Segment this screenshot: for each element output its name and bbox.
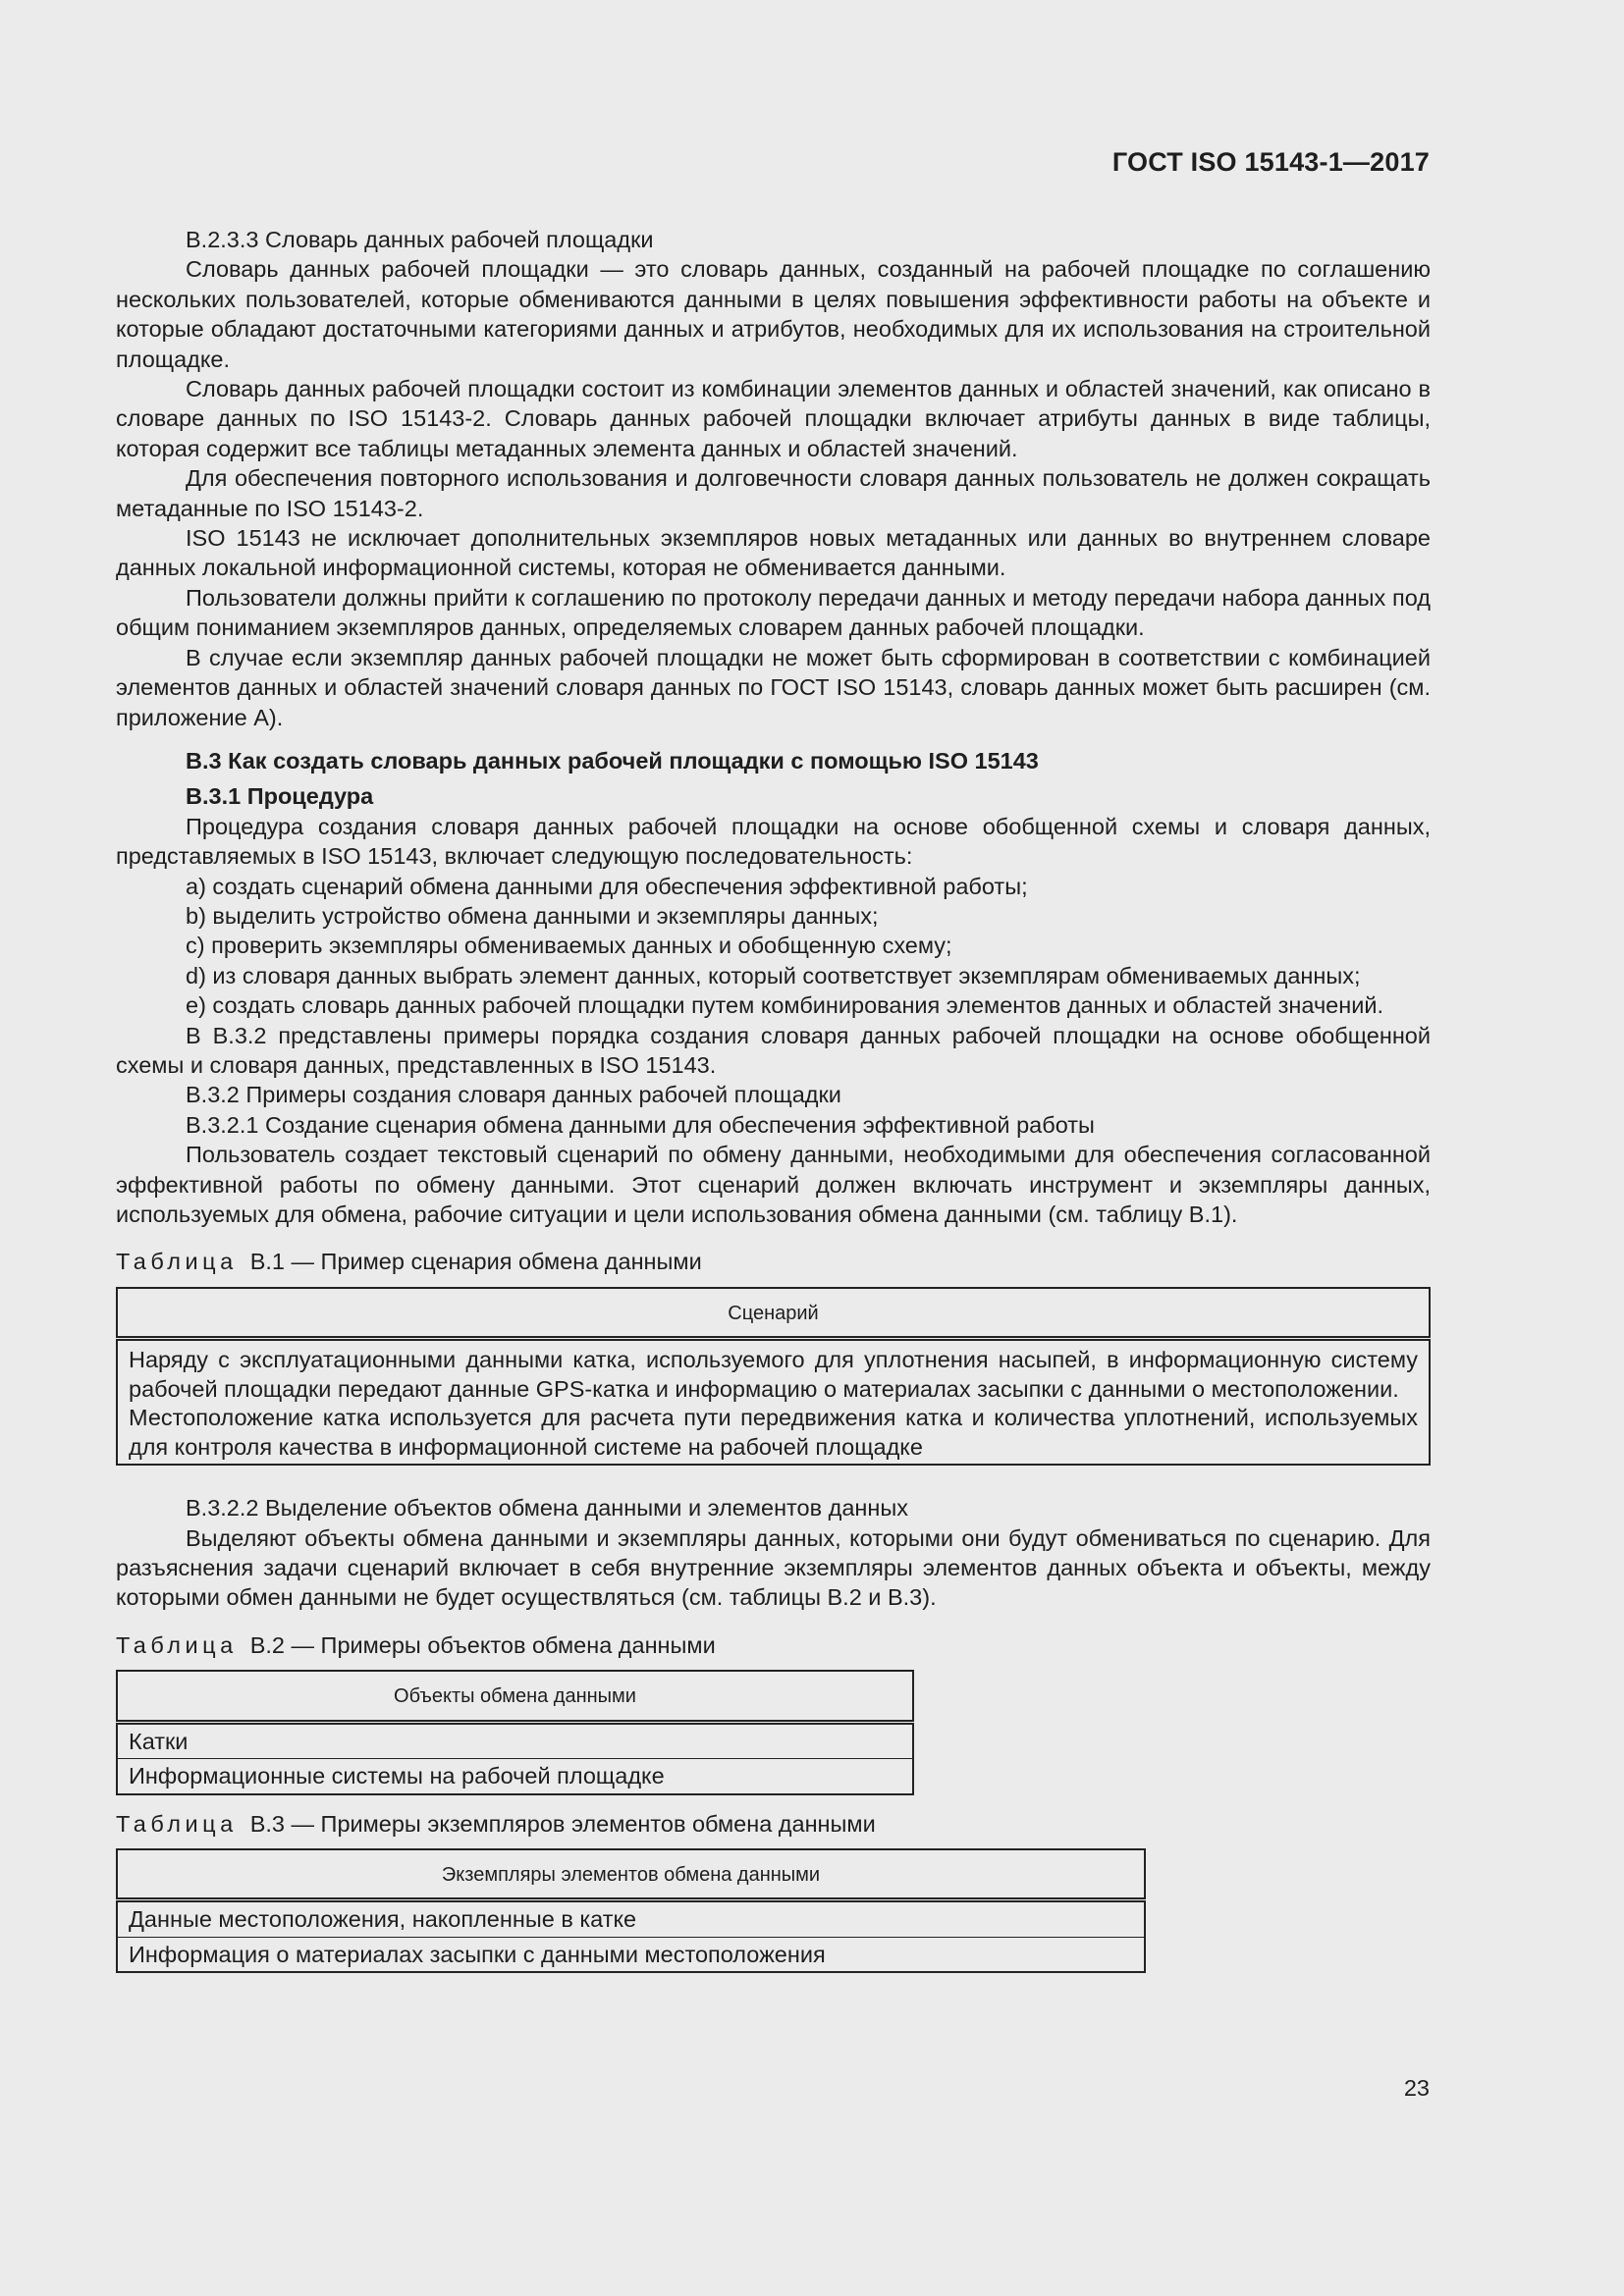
- table-cell-paragraph: Наряду с эксплуатационными данными катка, используемого для уплотнения насыпей, в информационную систему рабочей площадки передают данные GPS-катка и информацию о материалах засыпки с данными о местоположении.: [129, 1347, 1418, 1402]
- section-b32-title: B.3.2 Примеры создания словаря данных рабочей площадки: [186, 1082, 841, 1108]
- paragraph: Словарь данных рабочей площадки состоит из комбинации элементов данных и областей значений, как описано в словаре данных по ISO 15143-2. Словарь данных рабочей площадки включает атрибуты данных в виде таблицы, которая содержит все таблицы метаданных элемента данных и областей значений.: [116, 376, 1431, 461]
- section-b321-title: B.3.2.1 Создание сценария обмена данными для обеспечения эффективной работы: [186, 1111, 1095, 1138]
- list-item: e) создать словарь данных рабочей площадки путем комбинирования элементов данных и областей значений.: [186, 992, 1384, 1019]
- table-caption-text: B.3 — Примеры экземпляров элементов обмена данными: [249, 1810, 876, 1837]
- table-row: [117, 1339, 1430, 1466]
- table-caption-text: B.1 — Пример сценария обмена данными: [249, 1249, 702, 1275]
- page-number: 23: [1403, 2075, 1430, 2101]
- paragraph: Процедура создания словаря данных рабочей площадки на основе обобщенной схемы и словаря данных, представляемых в ISO 15143, включает следующую последовательность:: [116, 813, 1431, 870]
- table-b3: [116, 1848, 1146, 1973]
- table-b2-caption: [116, 1630, 1431, 1660]
- table-row: [117, 1722, 913, 1759]
- table-caption-text: B.2 — Примеры объектов обмена данными: [249, 1631, 716, 1658]
- paragraph: В B.3.2 представлены примеры порядка создания словаря данных рабочей площадки на основе обобщенной схемы и словаря данных, представленных в ISO 15143.: [116, 1022, 1431, 1078]
- table-b2: [116, 1670, 914, 1794]
- paragraph: Пользователи должны прийти к соглашению по протоколу передачи данных и методу передачи набора данных под общим пониманием экземпляров данных, определяемых словарем данных рабочей площадки.: [116, 584, 1431, 641]
- table-caption-word: Таблица: [116, 1631, 238, 1658]
- section-b31-heading: B.3.1 Процедура: [186, 783, 374, 810]
- table-cell: Данные местоположения, накопленные в катке: [129, 1906, 637, 1933]
- table-header-cell: Экземпляры элементов обмена данными: [117, 1849, 1145, 1900]
- table-cell: [117, 1339, 1430, 1466]
- paragraph: Для обеспечения повторного использования и долговечности словаря данных пользователь не должен сокращать метаданные по ISO 15143-2.: [116, 465, 1431, 521]
- paragraph: ISO 15143 не исключает дополнительных экземпляров новых метаданных или данных во внутреннем словаре данных локальной информационной системы, которая не обменивается данными.: [116, 525, 1431, 581]
- section-b233-title: B.2.3.3 Словарь данных рабочей площадки: [186, 227, 654, 252]
- table-cell: Катки: [129, 1728, 189, 1754]
- table-header-cell: Сценарий: [117, 1288, 1430, 1339]
- table-row: [117, 1900, 1145, 1938]
- list-item: a) создать сценарий обмена данными для обеспечения эффективной работы;: [186, 873, 1028, 899]
- list-item: b) выделить устройство обмена данными и экземпляры данных;: [186, 902, 879, 929]
- table-cell: Информационные системы на рабочей площадке: [117, 1759, 913, 1794]
- table-cell-paragraph: Местоположение катка используется для расчета пути передвижения катка и количества уплотнений, используемых для контроля качества в информационной системе на рабочей площадке: [129, 1405, 1418, 1460]
- table-cell: Информация о материалах засыпки с данными местоположения: [117, 1937, 1145, 1972]
- table-header-cell: Объекты обмена данными: [117, 1671, 913, 1722]
- page-content: [116, 225, 1431, 1973]
- paragraph: Выделяют объекты обмена данными и экземпляры данных, которыми они будут обмениваться по сценарию. Для разъяснения задачи сценарий включает в себя внутренние экземпляры элементов данных объекта и объекты, между которыми обмен данными не будет осуществляться (см. таблицы B.2 и B.3).: [116, 1524, 1431, 1611]
- section-b322-title: B.3.2.2 Выделение объектов обмена данными и элементов данных: [186, 1495, 909, 1522]
- table-b1-caption: [116, 1247, 1431, 1276]
- paragraph: Пользователь создает текстовый сценарий по обмену данными, необходимыми для обеспечения согласованной эффективной работы по обмену данными. Этот сценарий должен включать инструмент и экземпляры данных, используемых для обмена, рабочие ситуации и цели использования обмена данными (см. таблицу B.1).: [116, 1142, 1431, 1227]
- section-b3-heading: B.3 Как создать словарь данных рабочей площадки с помощью ISO 15143: [186, 747, 1039, 774]
- table-caption-word: Таблица: [116, 1249, 238, 1275]
- table-row: [117, 1937, 1145, 1972]
- table-row: [117, 1759, 913, 1794]
- table-b1: [116, 1287, 1431, 1466]
- list-item: c) проверить экземпляры обмениваемых данных и обобщенную схему;: [186, 933, 952, 959]
- list-item: d) из словаря данных выбрать элемент данных, который соответствует экземплярам обмениваемых данных;: [186, 962, 1361, 988]
- document-code-header: ГОСТ ISO 15143-1—2017: [1111, 147, 1430, 177]
- table-b3-caption: [116, 1809, 1431, 1839]
- table-caption-word: Таблица: [116, 1810, 238, 1837]
- paragraph: В случае если экземпляр данных рабочей площадки не может быть сформирован в соответствии с комбинацией элементов данных и областей значений словаря данных по ГОСТ ISO 15143, словарь данных может быть расширен (см. приложение А).: [116, 644, 1431, 730]
- paragraph: Словарь данных рабочей площадки — это словарь данных, созданный на рабочей площадке по соглашению нескольких пользователей, которые обмениваются данными в целях повышения эффективности работы на объекте и которые обладают достаточными категориями данных и атрибутов, необходимых для их использования на строительной площадке.: [116, 256, 1431, 372]
